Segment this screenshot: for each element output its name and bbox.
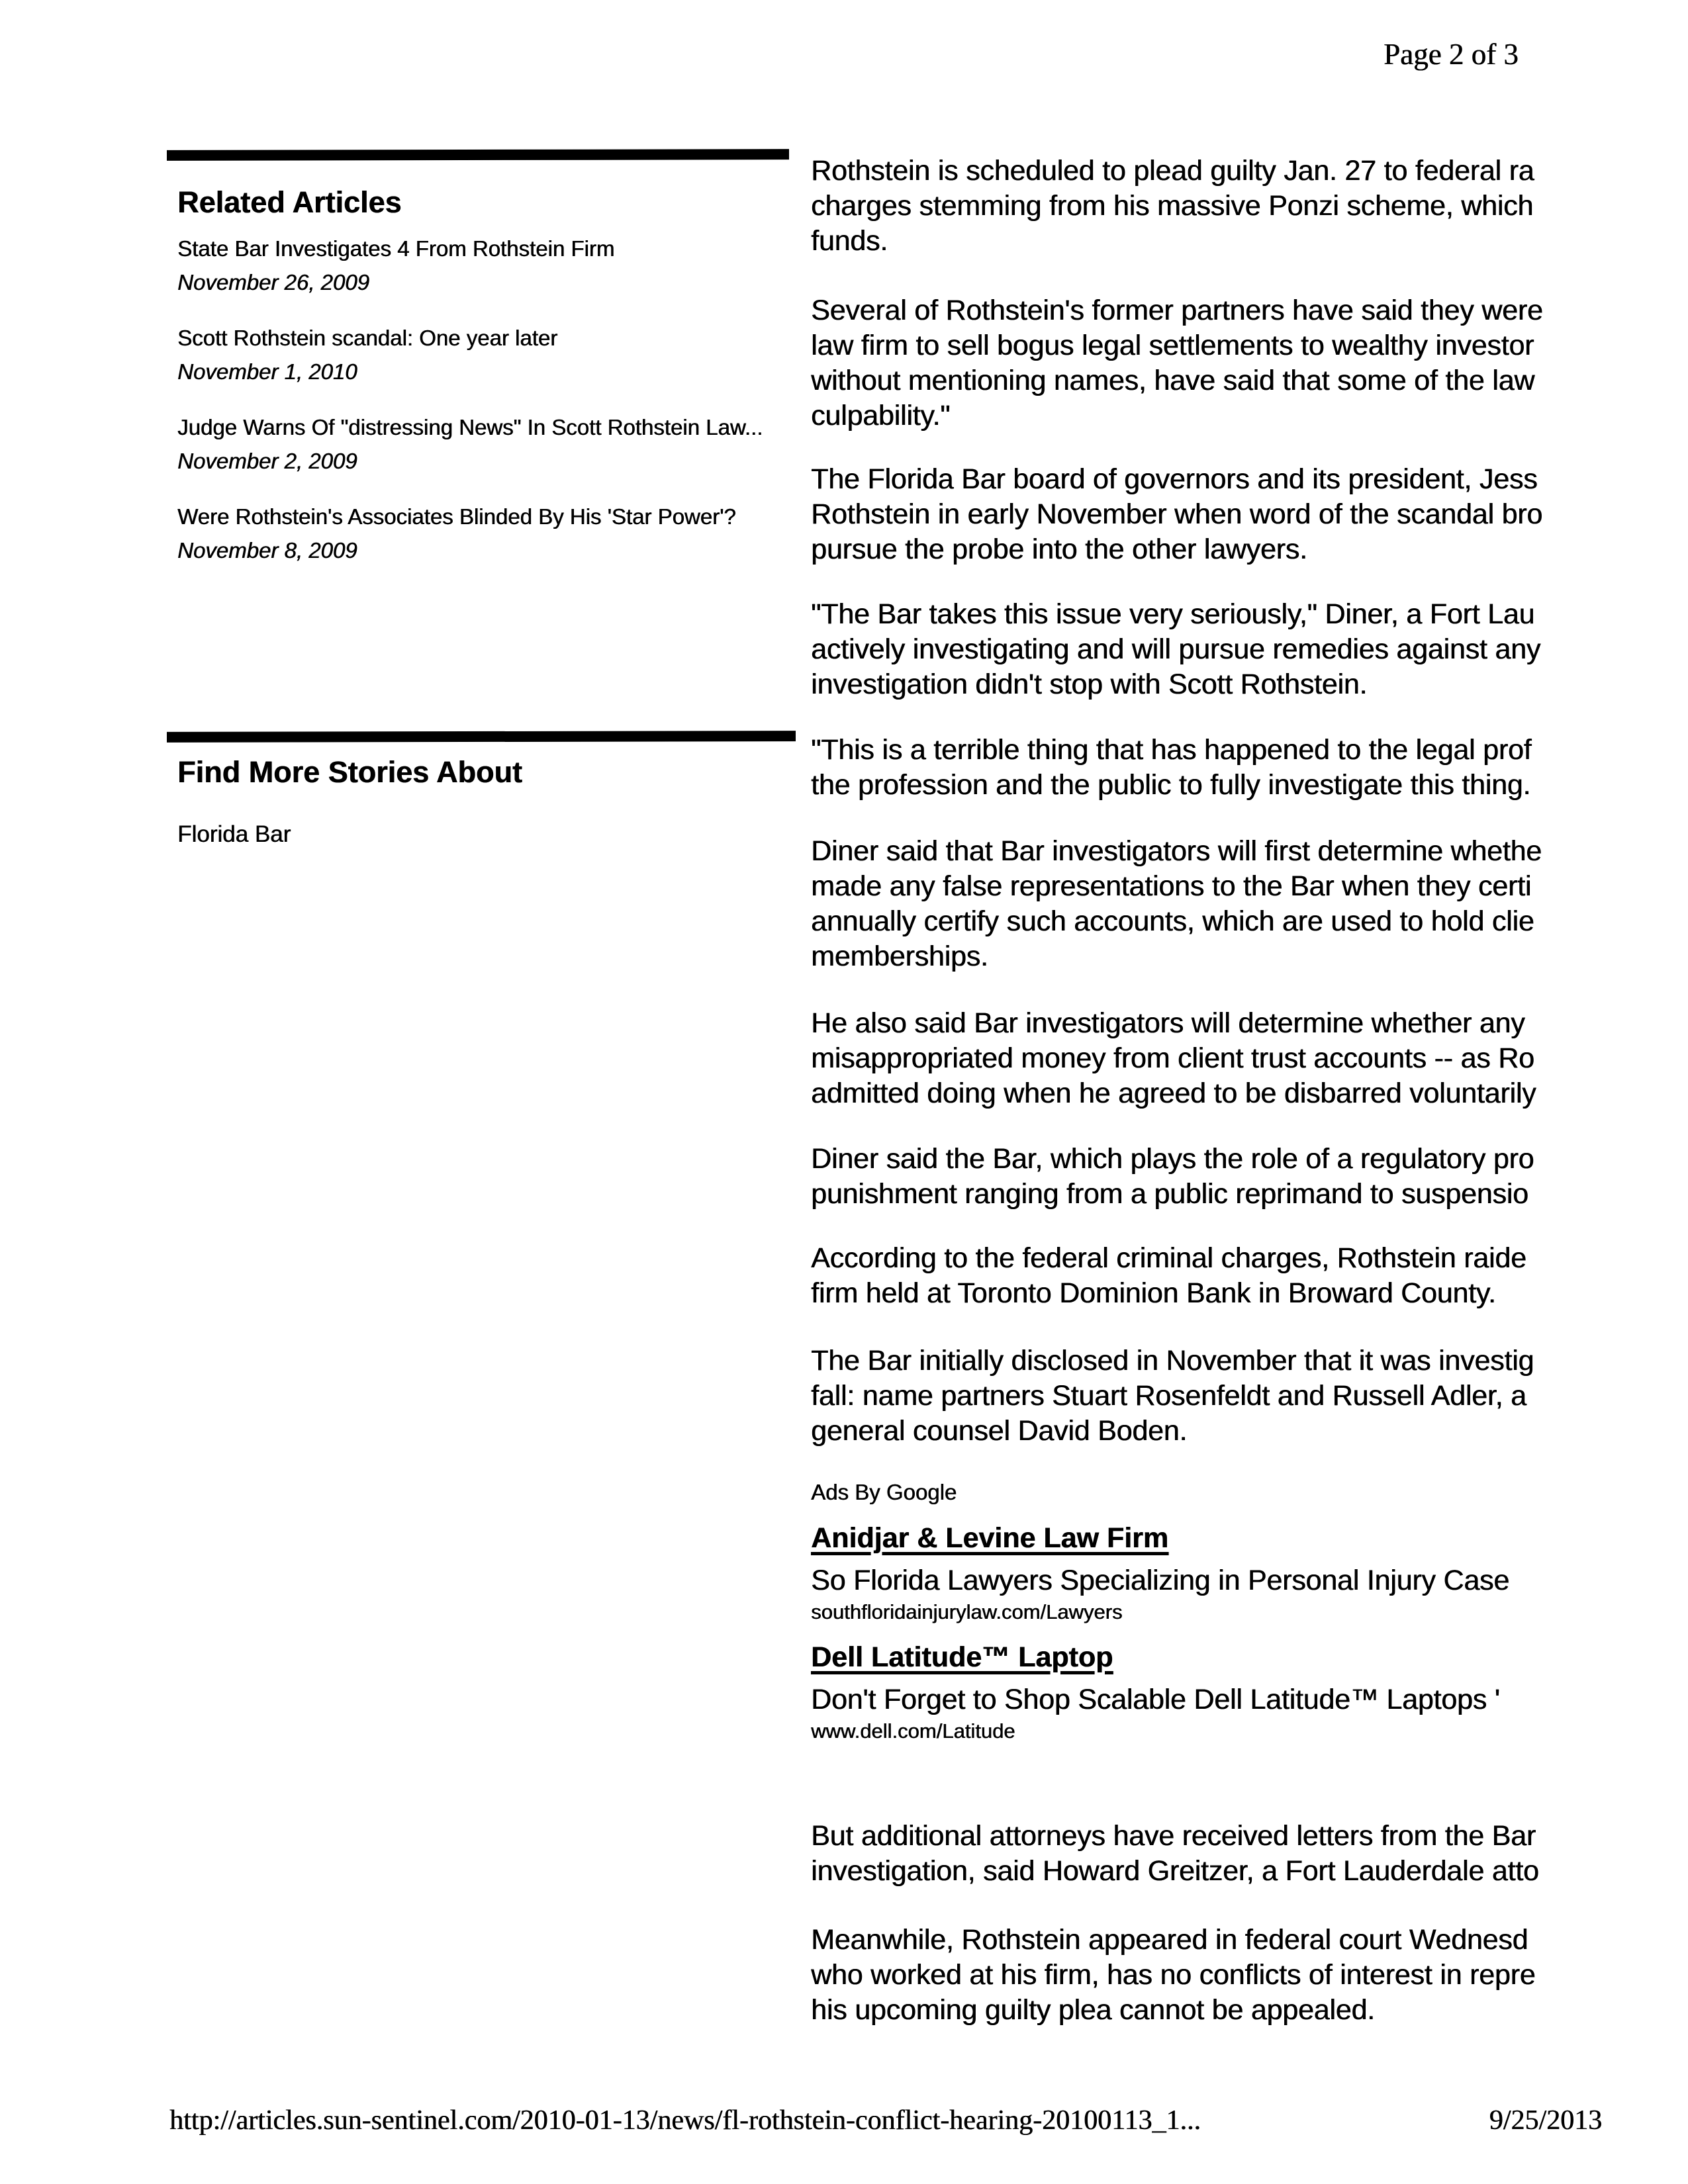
article-line: general counsel David Boden. [811,1415,1188,1447]
article-line: Diner said that Bar investigators will first determine whethe [811,835,1542,867]
article-line: Rothstein is scheduled to plead guilty Jan. 27 to federal ra [811,155,1534,187]
article-line: "The Bar takes this issue very seriously," Diner, a Fort Lau [811,598,1535,630]
article-line: Meanwhile, Rothstein appeared in federal court Wednesd [811,1924,1528,1956]
related-article-date: November 8, 2009 [177,538,357,563]
topic-list [177,819,797,850]
article-line: the profession and the public to fully investigate this thing. [811,769,1531,801]
ad-title-link[interactable]: Anidjar & Levine Law Firm [811,1522,1168,1554]
article-line: without mentioning names, have said that some of the law [811,365,1535,396]
article-paragraph [811,293,1688,433]
related-article-link[interactable]: State Bar Investigates 4 From Rothstein Firm [177,236,615,261]
topic-link[interactable]: Florida Bar [177,821,291,847]
article-paragraph [811,1923,1688,2028]
article-line: pursue the probe into the other lawyers. [811,533,1307,565]
article-paragraph [811,1241,1688,1311]
related-article-link[interactable]: Judge Warns Of "distressing News" In Scott Rothstein Law... [177,415,763,439]
related-article-item [177,230,794,298]
article-line: punishment ranging from a public reprimand to suspensio [811,1178,1528,1210]
source-url: http://articles.sun-sentinel.com/2010-01-13/news/fl-rothstein-conflict-hearing-20100113_1... [169,2105,1201,2136]
article-paragraph [811,1006,1688,1111]
related-article-link[interactable]: Were Rothstein's Associates Blinded By His 'Star Power'? [177,504,736,529]
related-article-link[interactable]: Scott Rothstein scandal: One year later [177,326,558,350]
article-line: The Bar initially disclosed in November that it was investig [811,1345,1534,1377]
article-body [811,0,1688,2184]
article-line: Several of Rothstein's former partners have said they were [811,295,1543,326]
article-paragraph [811,1819,1688,1889]
article-line: law firm to sell bogus legal settlements to wealthy investor [811,330,1534,361]
article-paragraph [811,154,1688,259]
article-paragraph [811,597,1688,702]
ad-description: So Florida Lawyers Specializing in Personal Injury Case [811,1565,1509,1596]
article-paragraph [811,834,1688,974]
article-line: culpability." [811,400,951,432]
page-footer [169,2105,1602,2136]
article-paragraph [811,1343,1688,1449]
google-ad [811,1640,1688,1745]
article-line: "This is a terrible thing that has happened to the legal prof [811,734,1532,766]
ad-title-link[interactable]: Dell Latitude™ Laptop [811,1641,1113,1673]
ad-url-link[interactable]: www.dell.com/Latitude [811,1719,1015,1743]
article-line: But additional attorneys have received letters from the Bar [811,1820,1536,1852]
section-divider [167,149,789,161]
related-article-item [177,320,794,388]
article-paragraph [811,1142,1688,1212]
article-line: Diner said the Bar, which plays the role of a regulatory pro [811,1143,1534,1175]
related-article-item [177,498,794,567]
article-line: fall: name partners Stuart Rosenfeldt and Russell Adler, a [811,1380,1526,1412]
article-line: actively investigating and will pursue remedies against any [811,633,1541,665]
article-line: Rothstein in early November when word of the scandal bro [811,498,1542,530]
related-article-date: November 26, 2009 [177,270,369,295]
article-paragraph [811,733,1688,803]
ads-by-google-label: Ads By Google [811,1480,957,1504]
find-more-section [167,731,797,850]
article-line: funds. [811,225,888,257]
article-paragraph [811,462,1688,567]
related-articles-section [167,150,794,588]
article-line: firm held at Toronto Dominion Bank in Broward County. [811,1277,1496,1309]
ad-url-link[interactable]: southfloridainjurylaw.com/Lawyers [811,1600,1123,1623]
print-date: 9/25/2013 [1489,2105,1602,2136]
article-line: According to the federal criminal charges, Rothstein raide [811,1242,1526,1274]
article-line: charges stemming from his massive Ponzi scheme, which [811,190,1534,222]
article-line: He also said Bar investigators will determine whether any [811,1007,1525,1039]
related-articles-heading: Related Articles [177,185,402,219]
article-line: made any false representations to the Bar when they certi [811,870,1532,902]
find-more-heading: Find More Stories About [177,755,522,789]
related-articles-list [177,230,794,567]
page-number: Page 2 of 3 [1383,38,1519,71]
related-article-date: November 2, 2009 [177,449,357,473]
section-divider [167,731,796,743]
related-article-item [177,409,794,477]
ad-description: Don't Forget to Shop Scalable Dell Latitude™ Laptops ' [811,1684,1500,1715]
article-line: misappropriated money from client trust accounts -- as Ro [811,1042,1534,1074]
article-line: his upcoming guilty plea cannot be appealed. [811,1994,1375,2026]
article-line: memberships. [811,940,988,972]
article-line: investigation didn't stop with Scott Rothstein. [811,668,1368,700]
article-line: annually certify such accounts, which are used to hold clie [811,905,1534,937]
article-line: The Florida Bar board of governors and its president, Jess [811,463,1538,495]
article-line: admitted doing when he agreed to be disbarred voluntarily [811,1077,1536,1109]
google-ad [811,1521,1688,1625]
article-line: who worked at his firm, has no conflicts of interest in repre [811,1959,1536,1991]
article-line: investigation, said Howard Greitzer, a Fort Lauderdale atto [811,1855,1539,1887]
related-article-date: November 1, 2010 [177,359,357,384]
